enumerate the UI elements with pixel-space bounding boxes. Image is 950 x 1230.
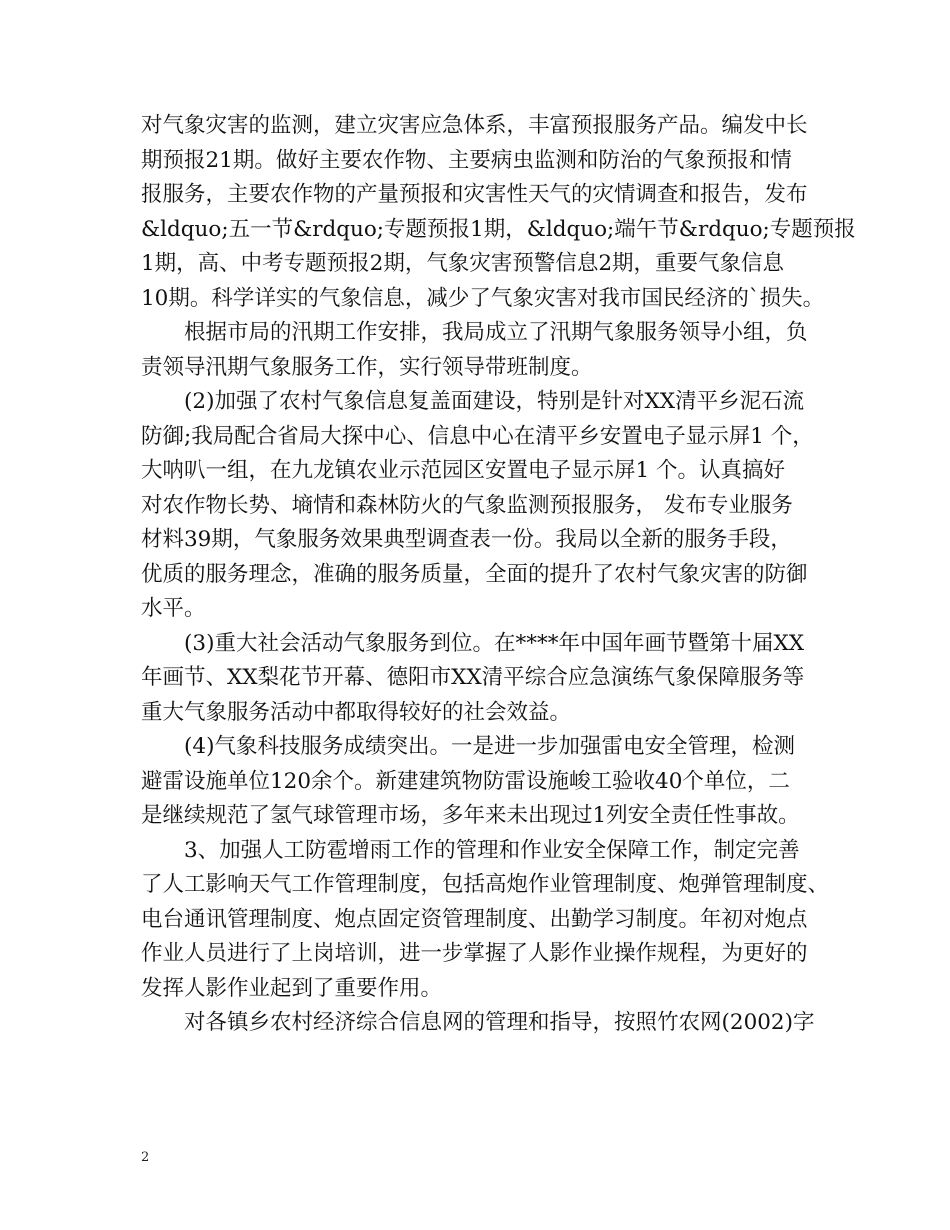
text-line: 大呐叭一组，在九龙镇农业示范园区安置电子显示屏1 个。认真搞好 <box>141 458 786 483</box>
text-line: 优质的服务理念，准确的服务质量，全面的提升了农村气象灾害的防御 <box>141 561 808 587</box>
paragraph-1 <box>141 109 856 316</box>
text-line: 电台通讯管理制度、炮点固定资管理制度、出勤学习制度。年初对炮点 <box>141 906 808 932</box>
paragraph-7 <box>141 1006 831 1041</box>
page-number: 2 <box>141 1150 150 1165</box>
paragraph-3 <box>141 385 831 627</box>
text-line: 防御;我局配合省局大探中心、信息中心在清平乡安置电子显示屏1 个， <box>141 423 814 449</box>
text-line: 对气象灾害的监测，建立灾害应急体系，丰富预报服务产品。编发中长 <box>141 113 808 138</box>
text-line: 根据市局的汛期工作安排，我局成立了汛期气象服务领导小组，负 <box>184 320 808 345</box>
text-line: (4)气象科技服务成绩突出。一是进一步加强雷电安全管理，检测 <box>184 734 795 759</box>
text-line: &ldquo;五一节&rdquo;专题预报1期，&ldquo;端午节&rdquo;专题预报 <box>141 216 856 242</box>
text-line: 1期，高、中考专题预报2期，气象灾害预警信息2期，重要气象信息 <box>141 251 785 276</box>
text-line: 重大气象服务活动中都取得较好的社会效益。 <box>141 699 572 725</box>
text-line: 期预报21期。做好主要农作物、主要病虫监测和防治的气象预报和情 <box>141 147 792 173</box>
paragraph-6 <box>141 834 831 1007</box>
paragraph-4 <box>141 627 831 731</box>
text-line: 3、加强人工防雹增雨工作的管理和作业安全保障工作，制定完善 <box>184 837 800 863</box>
text-line: (3)重大社会活动气象服务到位。在****年中国年画节暨第十届XX <box>184 630 805 656</box>
document-body <box>141 109 856 1041</box>
text-line: 避雷设施单位120余个。新建建筑物防雷设施峻工验收40个单位，二 <box>141 768 790 794</box>
text-line: 年画节、XX梨花节开幕、德阳市XX清平综合应急演练气象保障服务等 <box>141 665 805 690</box>
text-line: 10期。科学详实的气象信息，减少了气象灾害对我市国民经济的`损失。 <box>141 285 825 311</box>
text-line: 是继续规范了氢气球管理市场，多年来未出现过1列安全责任性事故。 <box>141 803 800 828</box>
text-line: 了人工影响天气工作管理制度，包括高炮作业管理制度、炮弹管理制度、 <box>141 872 830 897</box>
text-line: 材料39期，气象服务效果典型调查表一份。我局以全新的服务手段， <box>141 527 792 552</box>
text-line: (2)加强了农村气象信息复盖面建设，特别是针对XX清平乡泥石流 <box>184 389 805 414</box>
text-line: 对农作物长势、墒情和森林防火的气象监测预报服务， 发布专业服务 <box>141 492 793 518</box>
text-line: 报服务，主要农作物的产量预报和灾害性天气的灾情调查和报告，发布 <box>141 182 808 207</box>
text-line: 责领导汛期气象服务工作，实行领导带班制度。 <box>141 354 593 380</box>
text-line: 作业人员进行了上岗培训，进一步掌握了人影作业操作规程，为更好的 <box>141 941 808 966</box>
paragraph-2 <box>141 316 831 385</box>
paragraph-5 <box>141 730 831 834</box>
text-line: 水平。 <box>141 596 206 621</box>
text-line: 发挥人影作业起到了重要作用。 <box>141 975 443 1001</box>
text-line: 对各镇乡农村经济综合信息网的管理和指导，按照竹农网(2002)字 <box>184 1010 815 1035</box>
